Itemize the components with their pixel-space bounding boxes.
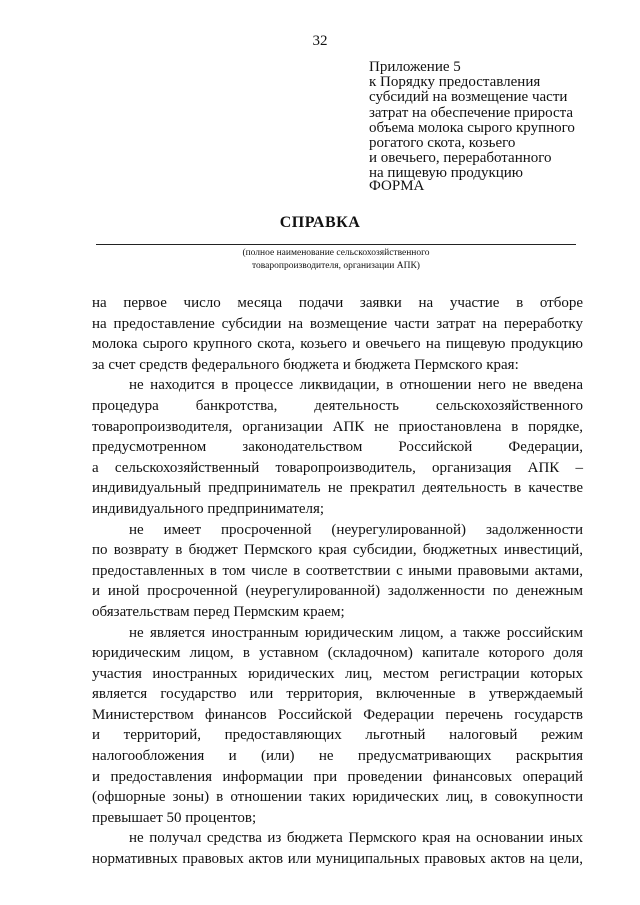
- body-line: нормативных правовых актов или муниципальных правовых актов на цели,: [92, 851, 583, 868]
- appendix-line: объема молока сырого крупного: [369, 119, 575, 136]
- body-line: налогообложения и (или) не предусматривающих раскрытия: [92, 748, 583, 765]
- body-line: обязательствам перед Пермским краем;: [92, 603, 345, 620]
- body-line: юридическим лицом, в уставном (складочном) капитале которого доля: [92, 645, 583, 662]
- body-line: процедура банкротства, деятельность сельскохозяйственного: [92, 397, 583, 414]
- document-title: СПРАВКА: [279, 214, 361, 231]
- body-line: не получал средства из бюджета Пермского края на основании иных: [129, 830, 583, 847]
- appendix-line: к Порядку предоставления: [369, 74, 541, 91]
- appendix-line: рогатого скота, козьего: [369, 135, 516, 152]
- body-line: превышает 50 процентов;: [92, 809, 257, 826]
- body-line: молока сырого крупного скота, козьего и овечьего на пищевую продукцию: [92, 336, 583, 353]
- body-line: на первое число месяца подачи заявки на участие в отборе: [92, 295, 583, 311]
- body-line: предоставленных в том числе в соответствии с иными правовыми актами,: [92, 562, 583, 579]
- appendix-line: на пищевую продукцию: [369, 165, 523, 182]
- body-line: не является иностранным юридическим лицом, а также российским: [129, 624, 583, 641]
- form-label: ФОРМА: [369, 178, 425, 194]
- body-line: не находится в процессе ликвидации, в отношении него не введена: [129, 377, 583, 394]
- body-line: и иной просроченной (неурегулированной) задолженности по денежным: [92, 583, 583, 600]
- name-caption: [96, 247, 576, 272]
- body-line: (офшорные зоны) в отношении таких юридических лиц, в совокупности: [92, 789, 583, 806]
- body-line: является государство или территория, включенные в утверждаемый: [92, 686, 583, 703]
- body-line: индивидуальный предприниматель не прекратил деятельность в качестве: [92, 480, 583, 497]
- body-line: по возврату в бюджет Пермского края субсидии, бюджетных инвестиций,: [92, 542, 583, 559]
- appendix-line: субсидий на возмещение части: [369, 89, 568, 106]
- body-line: за счет средств федерального бюджета и бюджета Пермского края:: [92, 356, 519, 373]
- body-line: и территорий, предоставляющих льготный налоговый режим: [92, 727, 583, 744]
- body-line: участия иностранных юридических лиц, местом регистрации которых: [92, 665, 583, 682]
- body-line: Министерством финансов Российской Федерации перечень государств: [92, 706, 583, 723]
- name-fill-line: [96, 244, 576, 245]
- body-line: товаропроизводителя, организации АПК не приостановлена в порядке,: [92, 418, 583, 435]
- body-line: и предоставления информации при проведении финансовых операций: [92, 768, 583, 785]
- body-line: на предоставление субсидии на возмещение части затрат на переработку: [92, 315, 583, 332]
- caption-line: (полное наименование сельскохозяйственного: [242, 248, 430, 258]
- body-line: предусмотренном законодательством Российской Федерации,: [92, 439, 583, 456]
- caption-line: товаропроизводителя, организации АПК): [252, 260, 420, 271]
- appendix-line: затрат на обеспечение прироста: [369, 104, 574, 121]
- body-line: не имеет просроченной (неурегулированной) задолженности: [129, 521, 583, 538]
- appendix-line: и овечьего, переработанного: [369, 150, 552, 167]
- appendix-header: [369, 60, 619, 182]
- appendix-line: Приложение 5: [369, 59, 461, 75]
- body-line: а сельскохозяйственный товаропроизводитель, организация АПК –: [92, 459, 583, 476]
- body-line: индивидуального предпринимателя;: [92, 500, 325, 517]
- page-number: 32: [312, 33, 328, 49]
- body-text: [92, 293, 583, 870]
